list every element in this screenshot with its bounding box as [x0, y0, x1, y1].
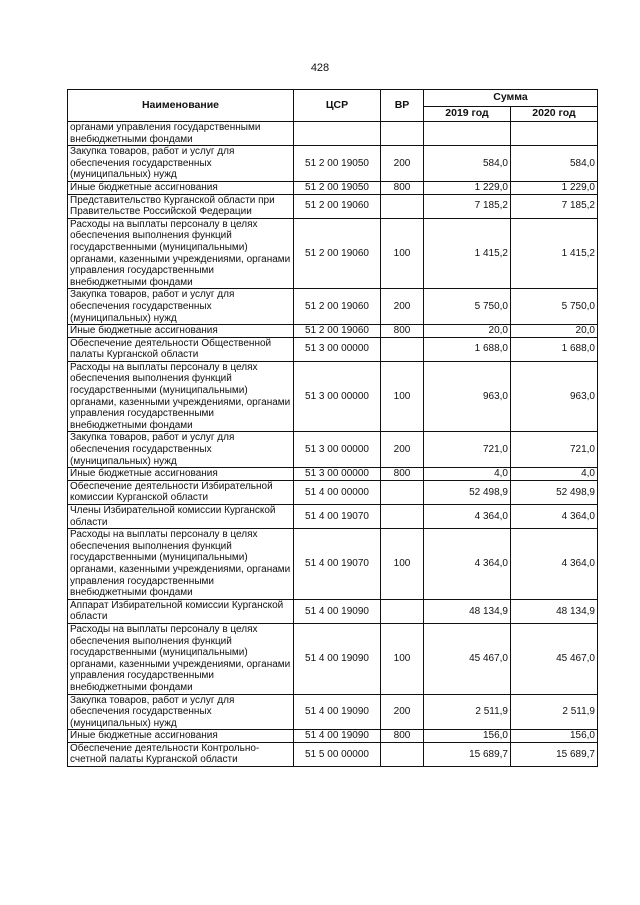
row-vr-cell: 100 [381, 361, 424, 432]
row-csr-cell: 51 4 00 19090 [294, 599, 381, 623]
table-row [68, 122, 598, 146]
row-2020-cell: 4 364,0 [511, 529, 598, 600]
row-2020-cell: 45 467,0 [511, 623, 598, 694]
row-2019-cell [424, 122, 511, 146]
row-vr-cell: 800 [381, 730, 424, 743]
row-csr-cell: 51 5 00 00000 [294, 742, 381, 766]
row-vr-cell: 200 [381, 432, 424, 468]
row-csr-cell: 51 4 00 19090 [294, 694, 381, 730]
header-year-2019: 2019 год [424, 107, 511, 122]
row-2019-cell: 1 688,0 [424, 337, 511, 361]
table-row [68, 480, 598, 504]
row-csr-cell: 51 3 00 00000 [294, 361, 381, 432]
row-csr-cell: 51 2 00 19060 [294, 289, 381, 325]
row-name-cell: Расходы на выплаты персоналу в целях обеспечения выполнения функций государственными (муниципальными) органами, казенными учреждениями, органами управления государственными внебюджетными фондами [68, 529, 294, 600]
row-csr-cell: 51 4 00 19090 [294, 623, 381, 694]
row-name-cell: Аппарат Избирательной комиссии Курганской области [68, 599, 294, 623]
row-2020-cell: 584,0 [511, 146, 598, 182]
row-name-cell: Закупка товаров, работ и услуг для обеспечения государственных (муниципальных) нужд [68, 432, 294, 468]
table-row [68, 325, 598, 338]
table-row [68, 146, 598, 182]
row-vr-cell: 100 [381, 623, 424, 694]
row-2020-cell: 4 364,0 [511, 505, 598, 529]
budget-table [67, 89, 598, 767]
row-name-cell: Обеспечение деятельности Контрольно-счетной палаты Курганской области [68, 742, 294, 766]
row-name-cell: Закупка товаров, работ и услуг для обеспечения государственных (муниципальных) нужд [68, 694, 294, 730]
row-name-cell: Расходы на выплаты персоналу в целях обеспечения выполнения функций государственными (муниципальными) органами, казенными учреждениями, органами управления государственными внебюджетными фондами [68, 623, 294, 694]
table-body [68, 122, 598, 767]
table-row [68, 289, 598, 325]
row-2019-cell: 15 689,7 [424, 742, 511, 766]
row-name-cell: Члены Избирательной комиссии Курганской области [68, 505, 294, 529]
row-csr-cell: 51 3 00 00000 [294, 337, 381, 361]
row-vr-cell: 200 [381, 694, 424, 730]
table-row [68, 599, 598, 623]
row-vr-cell [381, 122, 424, 146]
row-name-cell: Иные бюджетные ассигнования [68, 730, 294, 743]
row-2019-cell: 7 185,2 [424, 194, 511, 218]
row-vr-cell [381, 505, 424, 529]
row-2020-cell: 1 688,0 [511, 337, 598, 361]
row-vr-cell: 200 [381, 146, 424, 182]
row-vr-cell [381, 480, 424, 504]
row-2020-cell: 1 229,0 [511, 181, 598, 194]
table-row [68, 468, 598, 481]
row-vr-cell: 100 [381, 529, 424, 600]
row-vr-cell: 800 [381, 181, 424, 194]
row-2019-cell: 20,0 [424, 325, 511, 338]
header-sum: Сумма [424, 90, 598, 107]
table-row [68, 432, 598, 468]
row-vr-cell: 100 [381, 218, 424, 289]
row-2019-cell: 4 364,0 [424, 505, 511, 529]
row-2019-cell: 156,0 [424, 730, 511, 743]
row-2019-cell: 48 134,9 [424, 599, 511, 623]
row-csr-cell: 51 3 00 00000 [294, 468, 381, 481]
row-name-cell: Представительство Курганской области при Правительстве Российской Федерации [68, 194, 294, 218]
row-name-cell: Закупка товаров, работ и услуг для обеспечения государственных (муниципальных) нужд [68, 146, 294, 182]
header-csr: ЦСР [294, 90, 381, 122]
row-name-cell: Обеспечение деятельности Общественной палаты Курганской области [68, 337, 294, 361]
row-name-cell: Иные бюджетные ассигнования [68, 468, 294, 481]
row-2020-cell: 721,0 [511, 432, 598, 468]
table-row [68, 337, 598, 361]
row-csr-cell: 51 2 00 19050 [294, 181, 381, 194]
row-vr-cell: 800 [381, 325, 424, 338]
row-2019-cell: 45 467,0 [424, 623, 511, 694]
row-2019-cell: 4 364,0 [424, 529, 511, 600]
row-2020-cell: 48 134,9 [511, 599, 598, 623]
row-2019-cell: 1 229,0 [424, 181, 511, 194]
table-row [68, 194, 598, 218]
row-2020-cell: 1 415,2 [511, 218, 598, 289]
table-header [68, 90, 598, 122]
row-2019-cell: 2 511,9 [424, 694, 511, 730]
row-name-cell: Закупка товаров, работ и услуг для обеспечения государственных (муниципальных) нужд [68, 289, 294, 325]
row-vr-cell: 200 [381, 289, 424, 325]
row-csr-cell: 51 3 00 00000 [294, 432, 381, 468]
row-2020-cell: 15 689,7 [511, 742, 598, 766]
row-vr-cell [381, 742, 424, 766]
header-year-2020: 2020 год [511, 107, 598, 122]
row-2019-cell: 4,0 [424, 468, 511, 481]
row-2020-cell: 20,0 [511, 325, 598, 338]
row-csr-cell: 51 2 00 19060 [294, 218, 381, 289]
row-name-cell: Обеспечение деятельности Избирательной комиссии Курганской области [68, 480, 294, 504]
row-name-cell: Иные бюджетные ассигнования [68, 325, 294, 338]
row-2020-cell: 5 750,0 [511, 289, 598, 325]
row-2020-cell: 2 511,9 [511, 694, 598, 730]
row-name-cell: Иные бюджетные ассигнования [68, 181, 294, 194]
row-csr-cell [294, 122, 381, 146]
table-row [68, 505, 598, 529]
table-row [68, 361, 598, 432]
table-row [68, 730, 598, 743]
row-2019-cell: 5 750,0 [424, 289, 511, 325]
row-2019-cell: 584,0 [424, 146, 511, 182]
table-row [68, 742, 598, 766]
row-2020-cell: 156,0 [511, 730, 598, 743]
row-csr-cell: 51 2 00 19060 [294, 194, 381, 218]
row-name-cell: органами управления государственными внебюджетными фондами [68, 122, 294, 146]
row-name-cell: Расходы на выплаты персоналу в целях обеспечения выполнения функций государственными (муниципальными) органами, казенными учреждениями, органами управления государственными внебюджетными фондами [68, 218, 294, 289]
row-2019-cell: 1 415,2 [424, 218, 511, 289]
row-2020-cell [511, 122, 598, 146]
row-2020-cell: 52 498,9 [511, 480, 598, 504]
table-row [68, 623, 598, 694]
table-row [68, 181, 598, 194]
row-vr-cell [381, 194, 424, 218]
table-row [68, 529, 598, 600]
table-row [68, 218, 598, 289]
row-csr-cell: 51 4 00 19090 [294, 730, 381, 743]
header-vr: ВР [381, 90, 424, 122]
row-2020-cell: 7 185,2 [511, 194, 598, 218]
table-row [68, 694, 598, 730]
row-csr-cell: 51 4 00 00000 [294, 480, 381, 504]
row-csr-cell: 51 4 00 19070 [294, 505, 381, 529]
row-2019-cell: 52 498,9 [424, 480, 511, 504]
row-2020-cell: 4,0 [511, 468, 598, 481]
row-2019-cell: 963,0 [424, 361, 511, 432]
row-vr-cell: 800 [381, 468, 424, 481]
page-number: 428 [310, 62, 330, 74]
row-csr-cell: 51 4 00 19070 [294, 529, 381, 600]
row-2019-cell: 721,0 [424, 432, 511, 468]
row-csr-cell: 51 2 00 19060 [294, 325, 381, 338]
row-csr-cell: 51 2 00 19050 [294, 146, 381, 182]
row-name-cell: Расходы на выплаты персоналу в целях обеспечения выполнения функций государственными (муниципальными) органами, казенными учреждениями, органами управления государственными внебюджетными фондами [68, 361, 294, 432]
row-2020-cell: 963,0 [511, 361, 598, 432]
row-vr-cell [381, 337, 424, 361]
row-vr-cell [381, 599, 424, 623]
header-name: Наименование [68, 90, 294, 122]
